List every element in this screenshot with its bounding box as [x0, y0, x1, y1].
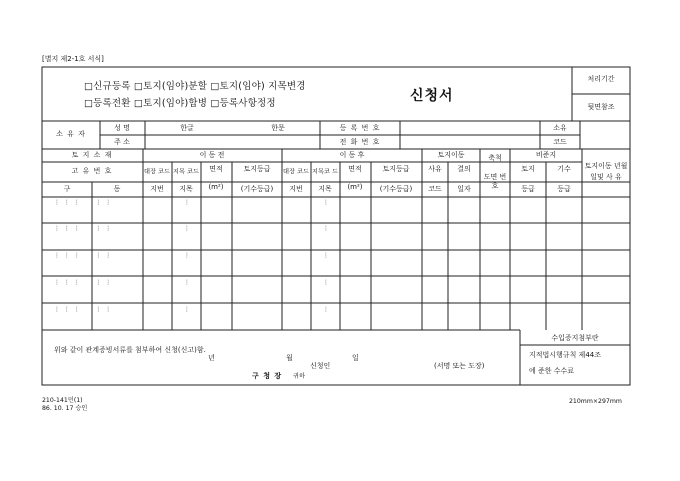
- map-no-header: 도면 번호: [483, 173, 507, 190]
- category-header-after: 지목: [318, 185, 332, 193]
- row-2-dots-b: ⋮: [184, 225, 191, 232]
- base-no-header: 기수: [557, 165, 571, 173]
- row-5-dots-b: ⋮: [184, 306, 191, 313]
- processing-period-label: 처리기간: [587, 75, 615, 83]
- location-header: 토 지 소 재: [71, 151, 113, 159]
- code-label: 코드: [553, 138, 567, 146]
- name-label: 성 명: [114, 124, 130, 132]
- grade-sub-after: (기수등급): [379, 185, 413, 193]
- area-unit-before: (m²): [208, 183, 224, 191]
- year-label: 년: [208, 354, 215, 362]
- phone-label: 전 화 번 호: [339, 138, 381, 146]
- standard-land-header: 비준지: [535, 151, 557, 159]
- reg-no-label: 등 록 번 호: [339, 124, 381, 132]
- category-header-before: 지목: [179, 185, 193, 193]
- row-3-dots-c: ⋮: [323, 252, 330, 259]
- paper-size: 210mm×297mm: [569, 398, 622, 405]
- sign-label: (서명 또는 도장): [434, 362, 485, 370]
- form-id: [별지 제2-1호 서식]: [42, 55, 104, 63]
- row-3-dots-b: ⋮: [184, 252, 191, 259]
- row-4-dots-b: ⋮: [184, 279, 191, 286]
- row-5-dots: ⋮ ⋮ ⋮ ⋮ ⋮: [54, 306, 113, 313]
- options-line-2: □등록전환 □토지(임야)합병 □등록사항정정: [84, 98, 276, 109]
- form-code: 210-141민(1): [42, 397, 83, 404]
- category-code-header-before: 지목 코드: [173, 168, 199, 176]
- category-code-header-after: 지목코 드: [312, 168, 338, 176]
- recipient-suffix: 귀하: [293, 373, 305, 380]
- row-3-dots: ⋮ ⋮ ⋮ ⋮ ⋮: [54, 252, 113, 259]
- gu-header: 구: [63, 185, 71, 193]
- code-header: 코드: [428, 185, 442, 193]
- recipient-label: 구 청 장: [252, 372, 283, 380]
- hangul-label: 한글: [180, 124, 194, 132]
- grade-sub-before: (기수등급): [240, 185, 274, 193]
- lot-header-after: 지번: [289, 185, 303, 193]
- ledger-code-header-before: 대장 코드: [144, 168, 170, 176]
- lot-header-before: 지번: [150, 185, 164, 193]
- scale-header: 축척: [488, 154, 502, 162]
- land-grade-header: 등급: [521, 185, 535, 193]
- unique-no-header: 고 유 번 호: [71, 167, 113, 175]
- grade-header-after: 토지등급: [382, 165, 410, 173]
- address-label: 주 소: [114, 138, 130, 146]
- stamp-title: 수입증지첨부란: [551, 334, 599, 342]
- stamp-line-2: 에 준한 수수료: [529, 367, 575, 375]
- date-header: 일자: [457, 185, 471, 193]
- after-header: 이 동 후: [339, 151, 365, 159]
- row-2-dots: ⋮ ⋮ ⋮ ⋮ ⋮: [54, 225, 113, 232]
- ledger-code-header-after: 대장 코드: [283, 168, 309, 176]
- row-1-dots: ⋮ ⋮ ⋮ ⋮ ⋮: [54, 199, 113, 206]
- hanja-label: 한문: [271, 124, 285, 132]
- grade-header-before: 토지등급: [243, 165, 271, 173]
- applicant-label: 신청인: [310, 362, 331, 370]
- see-back-label: 뒷면참조: [587, 103, 615, 111]
- statement-text: 위와 같이 관계증빙서류를 첨부하여 신청(신고)함.: [54, 346, 206, 354]
- land-move-header: 토지이동: [437, 151, 465, 159]
- month-label: 월: [286, 354, 293, 362]
- row-2-dots-c: ⋮: [323, 225, 330, 232]
- reason-header: 사유: [428, 165, 442, 173]
- dong-header: 동: [113, 185, 121, 193]
- row-1-dots-b: ⋮: [184, 199, 191, 206]
- area-unit-after: (m²): [347, 183, 363, 191]
- land-header: 토지: [521, 165, 535, 173]
- area-header-before: 면적: [209, 165, 223, 173]
- base-grade-header: 등급: [557, 185, 571, 193]
- row-4-dots: ⋮ ⋮ ⋮ ⋮ ⋮: [54, 279, 113, 286]
- decision-header: 결의: [457, 165, 471, 173]
- row-4-dots-c: ⋮: [323, 279, 330, 286]
- before-header: 이 동 전: [199, 151, 225, 159]
- stamp-line-1: 지적법시행규칙 제44조: [529, 351, 601, 359]
- move-reason-header: 토지이동 년월일및 사 유: [584, 162, 628, 181]
- owner-label: 소 유 자: [56, 130, 86, 138]
- ownership-label: 소유: [553, 124, 567, 132]
- options-line-1: □신규등록 □토지(임야)분할 □토지(임야) 지목변경: [84, 81, 306, 92]
- row-5-dots-c: ⋮: [323, 306, 330, 313]
- approval-date: 86. 10. 17 승인: [42, 405, 88, 412]
- row-1-dots-c: ⋮: [323, 199, 330, 206]
- day-label: 일: [352, 354, 359, 362]
- area-header-after: 면적: [348, 165, 362, 173]
- page-title: 신청서: [410, 88, 454, 104]
